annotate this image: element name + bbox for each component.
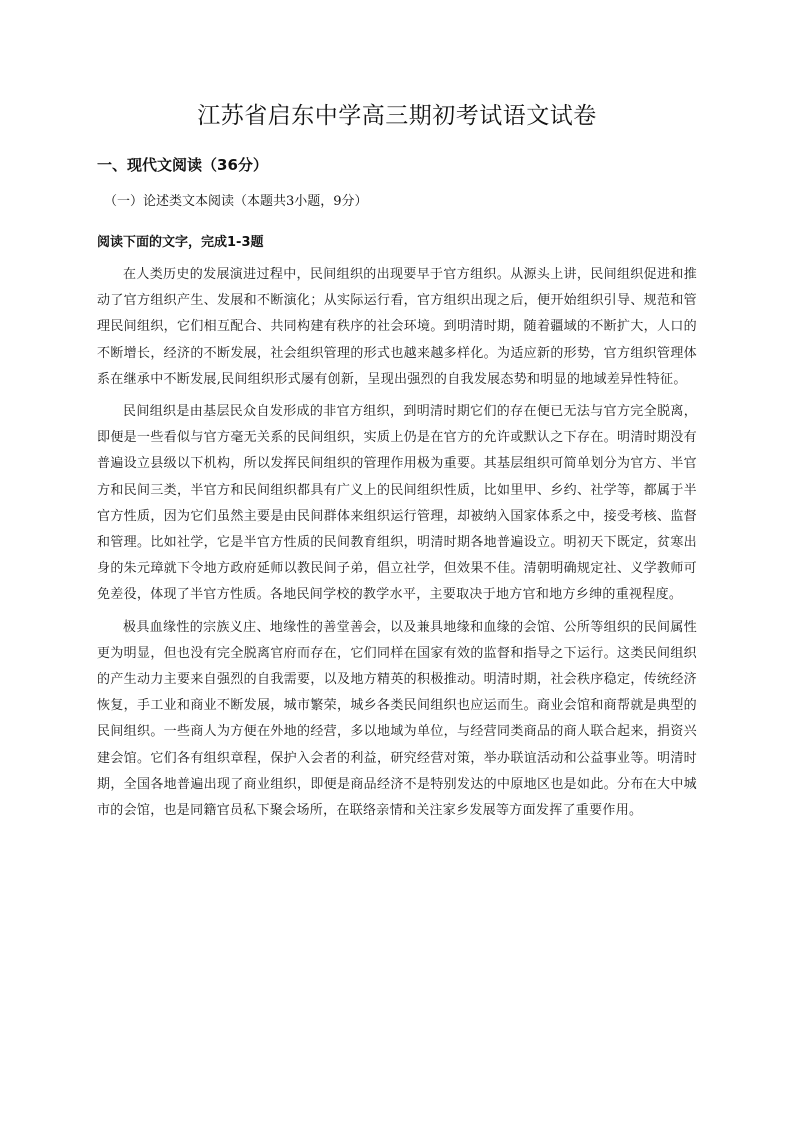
reading-instruction: 阅读下面的文字，完成1-3题 xyxy=(97,235,264,250)
paragraph-2: 民间组织是由基层民众自发形成的非官方组织，到明清时期它们的存在便已无法与官方完全脱离，即便是一些看似与官方毫无关系的民间组织，实质上仍是在官方的允许或默认之下存在。明清时期没有普遍设立县级以下机构，所以发挥民间组织的管理作用极为重要。其基层组织可简单划分为官方、半官方和民间三类，半官方和民间组织都具有广义上的民间组织性质，比如里甲、乡约、社学等，都属于半官方性质，因为它们虽然主要是由民间群体来组织运行管理，却被纳入国家体系之中，接受考核、监督和管理。比如社学，它是半官方性质的民间教育组织，明清时期各地普遍设立。明初天下既定，贫寒出身的朱元璋就下令地方政府延师以教民间子弟，倡立社学，但效果不佳。清朝明确规定社、义学教师可免差役，体现了半官方性质。各地民间学校的教学水平，主要取决于地方官和地方乡绅的重视程度。 xyxy=(97,404,697,603)
paragraph-3: 极具血缘性的宗族义庄、地缘性的善堂善会，以及兼具地缘和血缘的会馆、公所等组织的民间属性更为明显，但也没有完全脱离官府而存在，它们同样在国家有效的监督和指导之下运行。这类民间组织的产生动力主要来自强烈的自我需要，以及地方精英的积极推动。明清时期，社会秩序稳定，传统经济恢复，手工业和商业不断发展，城市繁荣，城乡各类民间组织也应运而生。商业会馆和商帮就是典型的民间组织。一些商人为方便在外地的经营，多以地域为单位，与经营同类商品的商人联合起来，捐资兴建会馆。它们各有组织章程，保护入会者的利益，研究经营对策，举办联谊活动和公益事业等。明清时期，全国各地普遍出现了商业组织，即便是商品经济不是特别发达的中原地区也是如此。分布在大中城市的会馆，也是同籍官员私下聚会场所，在联络亲情和关注家乡发展等方面发挥了重要作用。 xyxy=(97,619,697,819)
section-heading: 一、现代文阅读（36分） xyxy=(97,156,268,174)
document-title: 江苏省启东中学高三期初考试语文试卷 xyxy=(197,103,597,129)
sub-heading: （一）论述类文本阅读（本题共3小题，9分） xyxy=(104,194,368,209)
reading-passage xyxy=(97,262,697,830)
paragraph-1: 在人类历史的发展演进过程中，民间组织的出现要早于官方组织。从源头上讲，民间组织促进和推动了官方组织产生、发展和不断演化；从实际运行看，官方组织出现之后，便开始组织引导、规范和管理民间组织，它们相互配合、共同构建有秩序的社会环境。到明清时期，随着疆域的不断扩大，人口的不断增长，经济的不断发展，社会组织管理的形式也越来越多样化。为适应新的形势，官方组织管理体系在继承中不断发展,民间组织形式屡有创新，呈现出强烈的自我发展态势和明显的地域差异性特征。 xyxy=(97,267,697,387)
